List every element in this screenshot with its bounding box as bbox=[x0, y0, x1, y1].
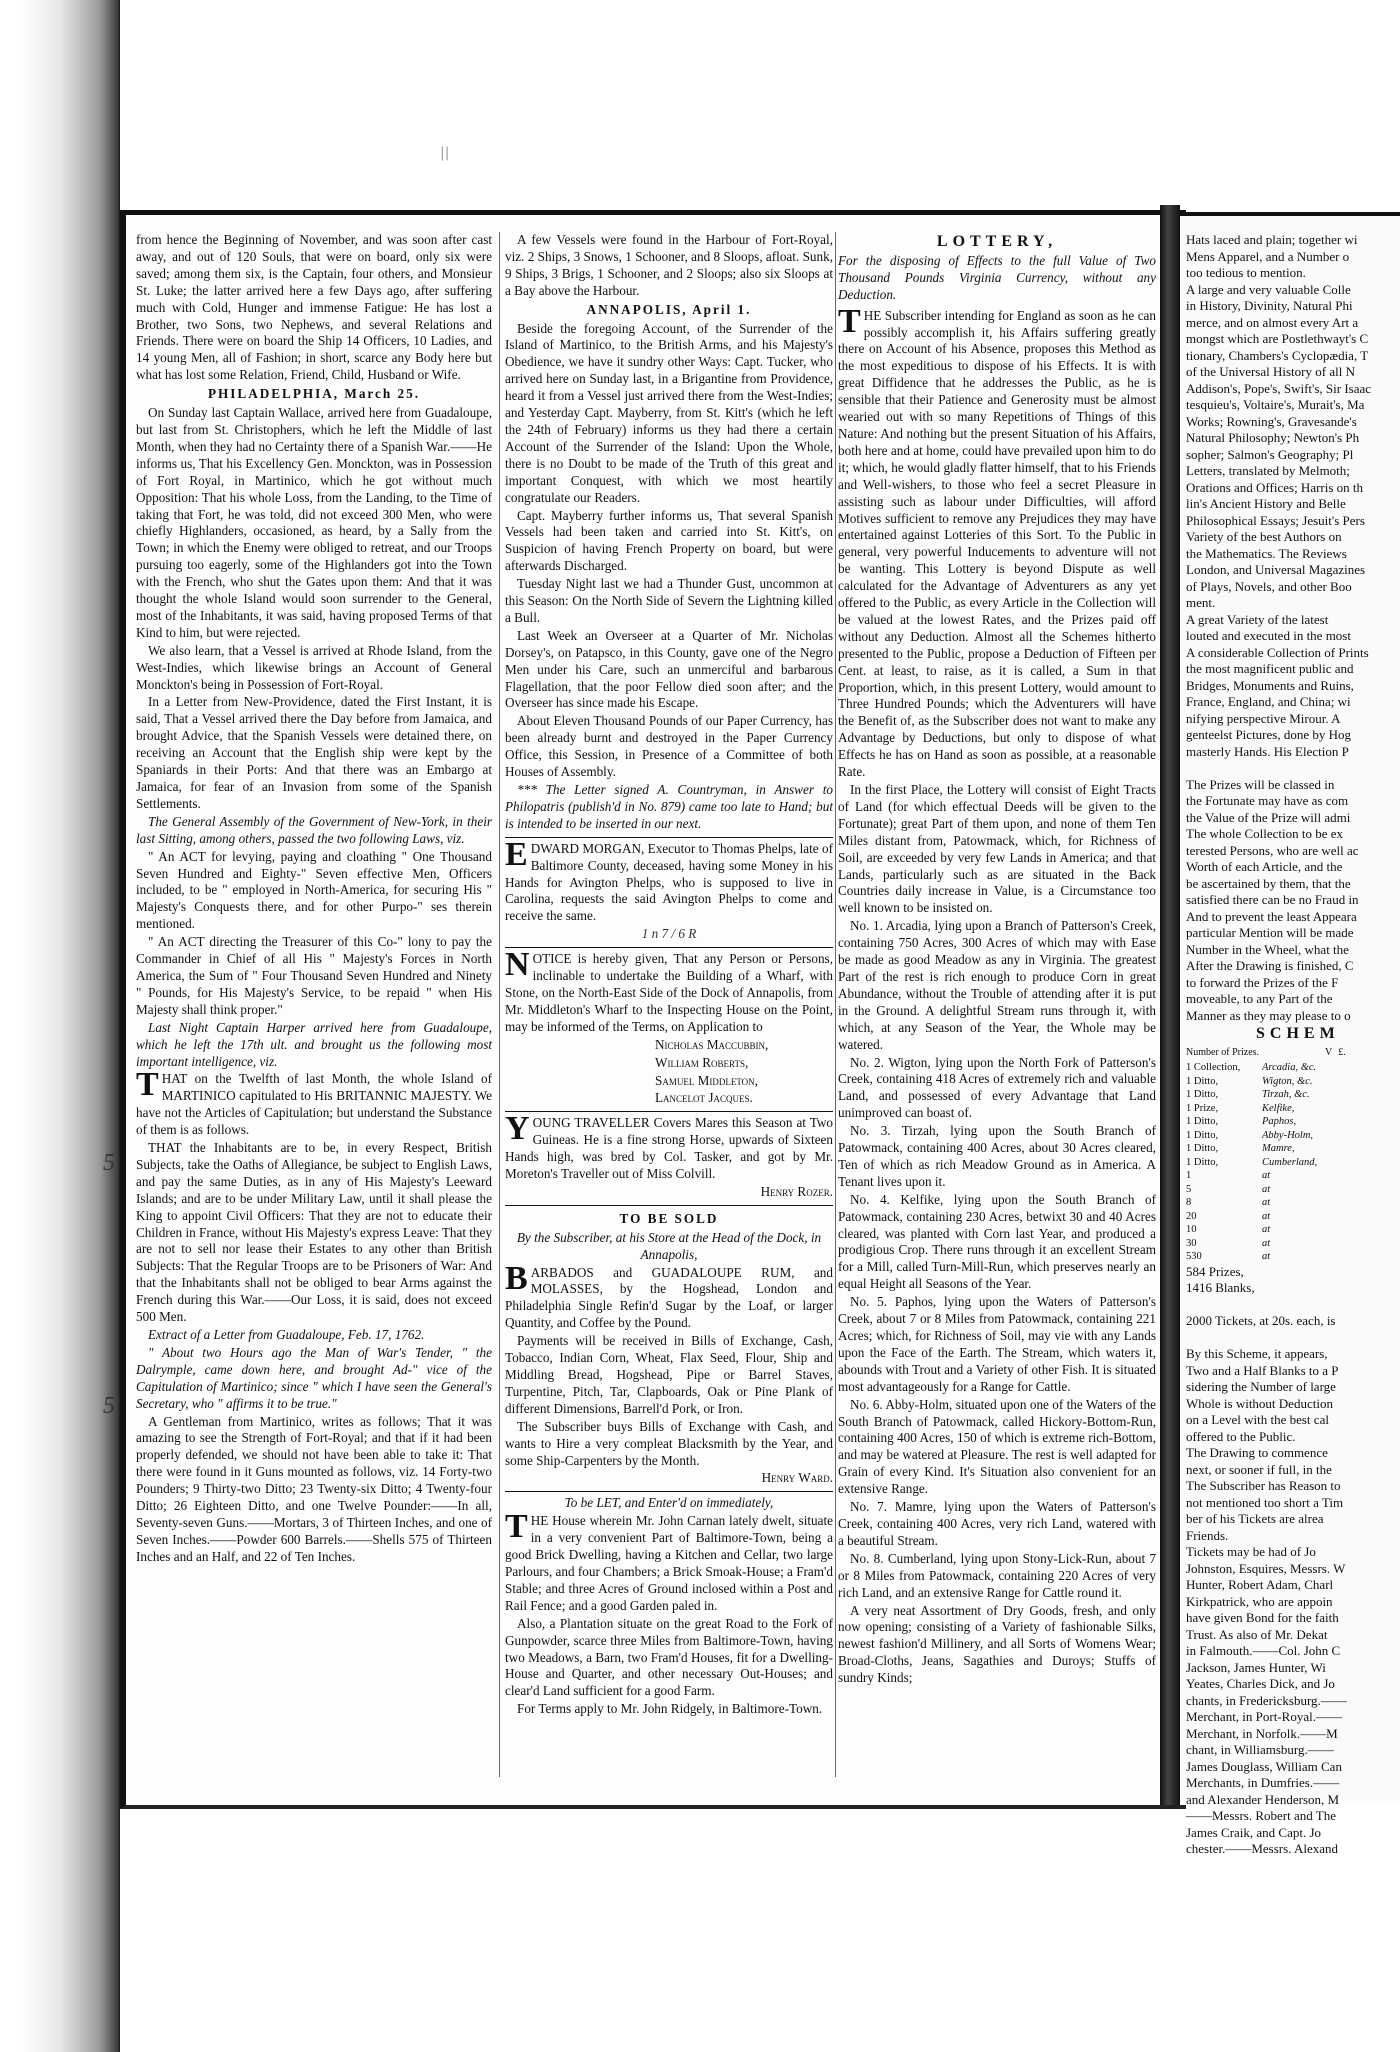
act-quote: " An ACT directing the Treasurer of this Co-" lony to pay the Commander in Chief of all His " Majesty's Forces in North America, the Sum of " Four Thousand Seven Hundred and Ninety " Pounds, for His Majesty's Service, to be repaid " when His Majesty shall think proper." bbox=[136, 934, 492, 1017]
signature: Henry Ward. bbox=[761, 1470, 833, 1486]
signatory: Samuel Middleton, bbox=[655, 1072, 758, 1088]
lottery-paragraph: THE Subscriber intending for England as soon as he can possibly accomplish it, his Affairs suffering greatly there on Account of his Absence, proposes this Method as the most expeditious to dispose of his Effects. It is with great Diffidence that he addresses the Public, as he is sensible that their Patience and Generosity must be almost wearied out with so many Repetitions of Things of this Nature: And nothing but the present Situation of his Affairs, both here and at home, could have prevailed upon him to do it; which, he would gladly flatter himself, that to his Friends and Well-wishers, to those who feel a secret Pleasure in assisting such as labour under Difficulties, will afford Motives sufficient to remove any Prejudices they may have entertained against Lotteries of this Sort. To the Public in general, very powerful Inducements to adventure will not be wanting. This Lottery is beyond Dispute as well calculated for the Advantage of Adventurers as any yet offered to the Public, as every Article in the Collection will be valued at the lowest Rates, and the Prizes paid off without any Deduction. Almost all the Schemes hitherto presented to the Public, propose a Deduction of Fifteen per Cent. at least, to raise, as it is called, a Sum in that Proportion, which, in this present Lottery, would amount to Three Hundred Pounds; which the Adventurers will have the Benefit of, as the Subscriber does not want to make any Advantage by Deductions, but only to dispose of what Effects he has on Hand as soon as possible, at a reasonable Rate. bbox=[838, 302, 1156, 780]
text-line: lin's Ancient History and Belle bbox=[1186, 496, 1346, 511]
news-paragraph: A Gentleman from Martinico, writes as follows; That it was amazing to see the Strength of Fort-Royal; and that if it had been properly defended, we should not have been able to take it: That there were found in it Guns mounted as follows, viz. 14 Forty-two Pounders; 9 Thirty-two Ditto; 23 Twenty-six Ditto; 4 Twenty-four Ditto; 26 Eighteen Ditto, and one Twelve Pounder:——In all, Seventy-seven Guns.——Mortars, 3 of Thirteen Inches, and one of Seven Inches.——Powder 600 Barrels.——Shells 575 of Thirteen Inches and an Half, and 22 of Ten Inches. bbox=[136, 1413, 492, 1564]
text-line: After the Drawing is finished, C bbox=[1186, 958, 1354, 973]
scheme-cell: 1 Prize, bbox=[1186, 1102, 1219, 1114]
text-line: tionary, Chambers's Cyclopædia, T bbox=[1186, 347, 1369, 363]
text-line: terested Persons, who are well ac bbox=[1186, 842, 1359, 858]
signatory: William Roberts, bbox=[655, 1054, 749, 1070]
scheme-cell: 20 bbox=[1186, 1210, 1197, 1222]
scheme-row bbox=[1186, 1237, 1400, 1251]
scheme-cell: at bbox=[1262, 1224, 1271, 1235]
text-line: Natural Philosophy; Newton's Ph bbox=[1186, 430, 1360, 445]
text-line: tesquieu's, Voltaire's, Murait's, Ma bbox=[1186, 397, 1365, 412]
text-line: ment. bbox=[1186, 595, 1216, 610]
text-line: the most magnificent public and bbox=[1186, 661, 1354, 676]
text-line: Whole is without Deduction bbox=[1186, 1395, 1333, 1411]
advertisement-to-be-sold bbox=[505, 1205, 833, 1488]
text-line: of Plays, Novels, and other Boo bbox=[1186, 578, 1352, 594]
scheme-cell: at bbox=[1262, 1183, 1271, 1195]
news-paragraph: A few Vessels were found in the Harbour of Fort-Royal, viz. 2 Ships, 3 Snows, 1 Schooner, and 8 Sloops, afloat. Sunk, 9 Ships, 3 Brigs, 1 Schooner, and 2 Sloops; also six Sloops at a Bay above the Harbour. bbox=[505, 232, 833, 298]
scheme-table bbox=[1186, 1061, 1400, 1264]
text-line: of the Universal History of all N bbox=[1186, 364, 1355, 379]
signatory: Lancelot Jacques. bbox=[655, 1090, 753, 1106]
news-paragraph: On Sunday last Captain Wallace, arrived here from Guadaloupe, but last from St. Christophers, which he left the Middle of last Month, when they had no Certainty there of a Spanish War.——He informs us, That his Excellency Gen. Monckton, was in Possession of Fort Royal, in Martinico, which he got without much Opposition: That his whole Loss, from the Landing, to the Time of taking that Fort, he was told, did not exceed 300 Men, who were chiefly Highlanders, occasioned, as heard, by a Sally from the Town; in which the Enemy were obliged to retreat, and our Troops pursuing too eagerly, some of the Highlanders got into the Town with the French, who shut the Gates upon them: And that it was thought the whole Island would soon surrender to the General, most of the Inhabitants, it was said, having proposed Terms of that Kind to him, but were rejected. bbox=[136, 405, 492, 640]
ad-text: The Subscriber buys Bills of Exchange with Cash, and wants to Hire a very compleat Blacksmith by the Year, and some Ship-Carpenters by the Month. bbox=[505, 1418, 833, 1468]
text-line: sopher; Salmon's Geography; Pl bbox=[1186, 446, 1354, 462]
lottery-paragraph: In the first Place, the Lottery will consist of Eight Tracts of Land (for which effectual Deeds will be given to the Fortunate); great Part of them upon, and none of them Ten Miles distant from, Patowmack, which, for Richness of Soil, are exceeded by very few Lands in America; and that Lands, particularly such as are situated in the Back Countries daily increase in Value, is a Circumstance too well known to be insisted on. bbox=[838, 782, 1156, 916]
scheme-row bbox=[1186, 1223, 1400, 1237]
text-line: chester.——Messrs. Alexand bbox=[1186, 1841, 1339, 1856]
ad-text: THE House wherein Mr. John Carnan lately dwelt, situate in a very convenient Part of Baltimore-Town, being a good Brick Dwelling, having a Kitchen and Cellar, two large Parlours, and four Chambers; a Brick Smoak-House; a Fram'd Stable; and three Acres of Ground inclosed within a Post and Rail Fence; and a good Garden paled in. bbox=[505, 1508, 833, 1613]
ad-subheading: By the Subscriber, at his Store at the Head of the Dock, in Annapolis, bbox=[516, 1229, 822, 1262]
lottery-title: LOTTERY, bbox=[936, 233, 1058, 250]
scheme-row bbox=[1186, 1169, 1400, 1183]
scheme-row bbox=[1186, 1115, 1400, 1129]
text-line: the Mathematics. The Reviews bbox=[1186, 545, 1347, 561]
text-line: Hats laced and plain; together wi bbox=[1186, 232, 1358, 247]
text-line: A great Variety of the latest bbox=[1186, 611, 1329, 627]
text-line: Friends. bbox=[1186, 1527, 1229, 1543]
text-line: A considerable Collection of Prints bbox=[1186, 644, 1369, 660]
scheme-cell: at bbox=[1262, 1210, 1271, 1222]
text-line: 2000 Tickets, at 20s. each, is bbox=[1186, 1313, 1336, 1328]
text-line: Trust. As also of Mr. Dekat bbox=[1186, 1626, 1328, 1642]
text-line: A large and very valuable Colle bbox=[1186, 281, 1351, 297]
text-line: James Craik, and Capt. Jo bbox=[1186, 1824, 1322, 1840]
scheme-cell: Abby-Holm, bbox=[1262, 1129, 1314, 1141]
scheme-cell: 1 bbox=[1186, 1170, 1192, 1181]
handwritten-note: 1 n 7 / 6 R bbox=[641, 926, 697, 942]
text-line: in History, Divinity, Natural Phi bbox=[1186, 298, 1353, 313]
scheme-row bbox=[1186, 1129, 1400, 1143]
text-line: satisfied there can be no Fraud in bbox=[1186, 892, 1359, 907]
news-paragraph: Last Night Captain Harper arrived here from Guadaloupe, which he left the 17th ult. and brought us the following most important intelligence, viz. bbox=[136, 1019, 492, 1069]
news-paragraph: In a Letter from New-Providence, dated the First Instant, it is said, That a Vessel arrived there the Day before from Jamaica, and brought Advice, that the Spanish Vessels were detained there, on receiving an Account that the English ship were kept by the Spaniards in their Ports: And that there was an Embargo at Jamaica, for fear of an Invasion from some of the Spanish Settlements. bbox=[136, 694, 492, 811]
scheme-title: SCHEM bbox=[1256, 1025, 1340, 1042]
scheme-cell: 1 Ditto, bbox=[1186, 1116, 1219, 1127]
advertisement-to-be-let bbox=[505, 1491, 833, 1718]
news-paragraph: Capt. Mayberry further informs us, That several Spanish Vessels had been taken and carried into St. Kitt's, on Suspicion of having French Property on board, but were afterwards Discharged. bbox=[505, 507, 833, 574]
assembly-heading: The General Assembly of the Government of New-York, in their last Sitting, among others, passed the two following Laws, viz. bbox=[136, 813, 492, 846]
text-line: particular Mention will be made bbox=[1186, 925, 1354, 940]
text-line: next, or sooner if full, in the bbox=[1186, 1461, 1332, 1477]
text-line: Merchants, in Dumfries.—— bbox=[1186, 1775, 1340, 1790]
scheme-cell: at bbox=[1262, 1237, 1271, 1249]
scheme-cell: Tirzah, &c. bbox=[1262, 1089, 1310, 1100]
scheme-cell: 1 Ditto, bbox=[1186, 1156, 1219, 1168]
act-quote: " An ACT for levying, paying and cloathing " One Thousand Seven Hundred and Eighty-" Seven effective Men, Officers included, to be " employed in North-America, for securing His " Majesty's Conquests there, and for other Purpo-" ses therein mentioned. bbox=[136, 848, 492, 932]
advertisement-wharf bbox=[505, 947, 833, 1107]
news-paragraph: from hence the Beginning of November, and was soon after cast away, and out of 120 Souls, that were on board, only six were saved; among them six, is the Captain, four others, and Monsieur St. Luke; the latter arrived here a few Days ago, after suffering much with Cold, Hunger and immense Fatigue: He has lost a Brother, two Sons, two Nephews, and several Relations and Friends. There were on board the Ship 14 Officers, 10 Ladies, and 14 young Men, all of Fashion; in short, scarce any Body here but what has lost some Relation, Friend, Child, Husband or Wife. bbox=[136, 232, 492, 383]
scheme-cell: Cumberland, bbox=[1262, 1156, 1318, 1168]
text-line: louted and executed in the most bbox=[1186, 628, 1351, 643]
scheme-row bbox=[1186, 1061, 1400, 1075]
signature: Henry Rozer. bbox=[760, 1183, 833, 1199]
letter-extract-heading: Extract of a Letter from Guadaloupe, Feb. 17, 1762. bbox=[148, 1327, 425, 1342]
text-line: Merchant, in Port-Royal.—— bbox=[1186, 1709, 1342, 1724]
lottery-tract: No. 4. Kelfike, lying upon the South Branch of Patowmack, containing 230 Acres, betwixt 30 and 40 Acres cleared, was planted with Corn last Year, and produced a prodigious Crop. There runs through it an excellent Stream for a Mill, called Turn-Mill-Run, which preserves nearly an equal Height all Seasons of the Year. bbox=[838, 1191, 1156, 1292]
scheme-row bbox=[1186, 1142, 1400, 1156]
advertisement-morgan bbox=[505, 837, 833, 943]
lottery-tract: No. 6. Abby-Holm, situated upon one of the Waters of the South Branch of Patowmack, called Hickory-Bottom-Run, containing 400 Acres, 150 of which is extreme rich-Bottom, and may be watered at Pleasure. The rest is well adapted for Grain of every Kind. It's Situation also convenient for an extensive Range. bbox=[838, 1396, 1156, 1497]
scheme-cell: Paphos, bbox=[1262, 1116, 1297, 1127]
scheme-cell: 1 Ditto, bbox=[1186, 1075, 1219, 1087]
column-2 bbox=[505, 232, 833, 1777]
lottery-paragraph: A very neat Assortment of Dry Goods, fresh, and only now opening; consisting of a Variety of fashionable Silks, newest fashion'd Millinery, and all Sorts of Womens Wear; Broad-Cloths, Jeans, Sagathies and Duroys; Stuffs of sundry Kinds; bbox=[838, 1602, 1156, 1686]
news-paragraph: Last Week an Overseer at a Quarter of Mr. Nicholas Dorsey's, on Patapsco, in this County, gave one of the Negro Men under his Care, such an unmerciful and barbarous Flagellation, that the poor Fellow died soon after; and the Overseer has since made his Escape. bbox=[505, 627, 833, 711]
text-line: Variety of the best Authors on bbox=[1186, 529, 1342, 544]
text-line bbox=[1186, 760, 1400, 777]
news-paragraph: Tuesday Night last we had a Thunder Gust, uncommon at this Season: On the North Side of Severn the Lightning killed a Bull. bbox=[505, 576, 833, 625]
scheme-cell: at bbox=[1262, 1197, 1271, 1208]
ad-text: YOUNG TRAVELLER Covers Mares this Season at Two Guineas. He is a fine strong Horse, upwards of Sixteen Hands high, was bred by Col. Tasker, and got by Mr. Moreton's Traveller out of Miss Colvill. bbox=[505, 1110, 833, 1182]
lottery-tract: No. 5. Paphos, lying upon the Waters of Patterson's Creek, about 7 or 8 Miles from Patowmack, containing 221 Acres; which, for Richness of Soil, may vie with any Lands upon the Face of the Earth. The Stream, which waters it, abounds with Trout and a Variety of other Fish. It is situated most advantageously for a Range for Cattle. bbox=[838, 1294, 1156, 1394]
text-line: James Douglass, William Can bbox=[1186, 1758, 1342, 1774]
text-line: and Alexander Henderson, M bbox=[1186, 1791, 1340, 1807]
text-line bbox=[1186, 1297, 1400, 1314]
text-line: Bridges, Monuments and Ruins, bbox=[1186, 677, 1354, 693]
text-line: sidering the Number of large bbox=[1186, 1379, 1336, 1394]
text-line: too tedious to mention. bbox=[1186, 265, 1306, 280]
margin-number-5a: 5 bbox=[103, 1150, 115, 1176]
lottery-tract: No. 7. Mamre, lying upon the Waters of Patterson's Creek, containing 400 Acres, very rich Land, watered with a beautiful Stream. bbox=[838, 1499, 1156, 1548]
scheme-header-cell: Number of Prizes. bbox=[1186, 1046, 1260, 1058]
scheme-row bbox=[1186, 1196, 1400, 1210]
text-line: mongst which are Postlethwayt's C bbox=[1186, 331, 1369, 346]
text-line: not mentioned too short a Tim bbox=[1186, 1494, 1344, 1510]
text-line: moveable, to any Part of the bbox=[1186, 991, 1333, 1006]
text-line: nifying perspective Mirour. A bbox=[1186, 710, 1341, 726]
news-paragraph: We also learn, that a Vessel is arrived at Rhode Island, from the West-Indies, which likewise brings an Account of General Monckton's being in Possession of Fort-Royal. bbox=[136, 642, 492, 692]
scheme-row bbox=[1186, 1183, 1400, 1197]
column-rule-1 bbox=[499, 232, 500, 1777]
ad-text: Also, a Plantation situate on the great Road to the Fork of Gunpowder, scarce three Miles from Baltimore-Town, having two Meadows, a Barn, two Fram'd Houses, fit for a Dwelling-House and Quarter, and other necessary Out-Houses; and clear'd Land sufficient for a good Farm. bbox=[505, 1615, 833, 1699]
scheme-row bbox=[1186, 1210, 1400, 1224]
ad-heading: TO BE SOLD bbox=[619, 1210, 719, 1226]
scheme-cell: 1 Ditto, bbox=[1186, 1129, 1219, 1141]
text-line: Number in the Wheel, what the bbox=[1186, 941, 1349, 957]
scheme-row bbox=[1186, 1075, 1400, 1089]
text-line: ber of his Tickets are alrea bbox=[1186, 1511, 1324, 1526]
scheme-row bbox=[1186, 1250, 1400, 1264]
top-margin-mark: || bbox=[440, 145, 450, 161]
text-line: to forward the Prizes of the F bbox=[1186, 974, 1339, 990]
ad-text: EDWARD MORGAN, Executor to Thomas Phelps, late of Baltimore County, deceased, having some Money in his Hands for Avington Phelps, who is supposed to live in Carolina, requests the said Avington Phelps to come and receive the same. bbox=[505, 835, 833, 924]
scheme-cell: 5 bbox=[1186, 1183, 1192, 1195]
text-line: Jackson, James Hunter, Wi bbox=[1186, 1659, 1326, 1675]
ad-text: Payments will be received in Bills of Exchange, Cash, Tobacco, Indian Corn, Wheat, Flax Seed, Flour, Ship and Middling Bread, Hogshead, Pipe or Barrel Staves, Turpentine, Pitch, Tar, Clapboards, Oak or Pine Plank of different Dimensions, Barrell'd Pork, or Iron. bbox=[505, 1333, 833, 1416]
text-line: Worth of each Article, and the bbox=[1186, 859, 1343, 874]
column-rule-2 bbox=[835, 232, 836, 1777]
text-line: 1416 Blanks, bbox=[1186, 1280, 1255, 1295]
text-line: Manner as they may please to o bbox=[1186, 1007, 1351, 1023]
text-line: 584 Prizes, bbox=[1186, 1263, 1244, 1279]
ad-text: BARBADOS and GUADALOUPE RUM, and MOLASSES, by the Hogshead, London and Philadelphia Single Refin'd Sugar by the Loaf, or larger Quantity, and Coffee by the Pound. bbox=[505, 1259, 833, 1331]
text-line: chants, in Fredericksburg.—— bbox=[1186, 1692, 1347, 1708]
scheme-cell: at bbox=[1262, 1170, 1271, 1181]
margin-number-5b: 5 bbox=[103, 1393, 115, 1419]
text-line: in Falmouth.——Col. John C bbox=[1186, 1643, 1341, 1658]
text-line: genteelst Pictures, done by Hog bbox=[1186, 727, 1351, 742]
text-line: Merchant, in Norfolk.——M bbox=[1186, 1725, 1338, 1741]
column-4-lines bbox=[1186, 232, 1400, 1024]
text-line: Two and a Half Blanks to a P bbox=[1186, 1362, 1339, 1378]
text-line: Yeates, Charles Dick, and Jo bbox=[1186, 1676, 1335, 1691]
text-line: Mens Apparel, and a Number o bbox=[1186, 248, 1350, 264]
dateline-philadelphia: PHILADELPHIA, March 25. bbox=[207, 386, 421, 402]
text-line: By this Scheme, it appears, bbox=[1186, 1346, 1328, 1361]
letter-extract: " About two Hours ago the Man of War's Tender, " the Dalrymple, came down here, and brought Ad-" vice of the Capitulation of Martinico; since " which I have seen the General's Secretary, who " affirms it to be true." bbox=[136, 1344, 492, 1411]
news-paragraph: Beside the foregoing Account, of the Surrender of the Island of Martinico, to the British Arms, and his Majesty's Obedience, we have it sundry other Ways: Capt. Tucker, who arrived here on Sunday last, in a Brigantine from Providence, heard it from a Vessel just arrived there from the West-Indies; and Yesterday Capt. Mayberry, from St. Kitt's (which he left the 24th of February) informs us they had there a certain Account of the Surrender of the Island: Upon the Whole, there is no Doubt to be made of the Truth of this great and important Conquest, with which we most heartily congratulate our Readers. bbox=[505, 320, 833, 505]
text-line bbox=[1186, 1330, 1400, 1347]
text-line: Addison's, Pope's, Swift's, Sir Isaac bbox=[1186, 380, 1372, 396]
scheme-header-cell: £. bbox=[1338, 1046, 1346, 1058]
column-4-partial bbox=[1186, 232, 1400, 1856]
text-line: Philosophical Essays; Jesuit's Pers bbox=[1186, 512, 1365, 528]
scheme-cell: 8 bbox=[1186, 1197, 1192, 1208]
scheme-row bbox=[1186, 1156, 1400, 1170]
text-line: the Fortunate may have as com bbox=[1186, 793, 1349, 808]
text-line: Works; Rowning's, Gravesande's bbox=[1186, 413, 1357, 429]
book-binding bbox=[0, 0, 120, 2052]
scheme-cell: 1 Ditto, bbox=[1186, 1143, 1219, 1154]
page-gutter bbox=[1160, 205, 1180, 1805]
advertisement-young-traveller bbox=[505, 1111, 833, 1201]
scheme-cell: 30 bbox=[1186, 1237, 1197, 1249]
lottery-tract: No. 3. Tirzah, lying upon the South Branch of Patowmack, containing 400 Acres, about 30 Acres cleared, Ten of which as rich Meadow Ground as in America. A Tenant lives upon it. bbox=[838, 1123, 1156, 1189]
scheme-cell: Arcadia, &c. bbox=[1262, 1062, 1317, 1073]
editor-note: *** The Letter signed A. Countryman, in Answer to Philopatris (publish'd in No. 879) came too late to Hand; but is intended to be inserted in our next. bbox=[505, 782, 833, 831]
lottery-tract: No. 8. Cumberland, lying upon Stony-Lick-Run, about 7 or 8 Miles from Patowmack, containing 220 Acres of very rich Land, and an extensive Range for Cattle round it. bbox=[838, 1550, 1156, 1600]
scheme-cell: 1 Collection, bbox=[1186, 1062, 1241, 1073]
text-line: the Value of the Prize will admi bbox=[1186, 809, 1351, 825]
martinico-announcement: THAT on the Twelfth of last Month, the whole Island of MARTINICO capitulated to His BRITANNIC MAJESTY. We have not the Articles of Capitulation; but understand the Substance of them is as follows. bbox=[136, 1066, 492, 1138]
lottery-tract: No. 1. Arcadia, lying upon a Branch of Patterson's Creek, containing 750 Acres, 300 Acres of which may with Ease be made as good Meadow as any in Virginia. The greatest Part of the rest is rich enough to produce Corn in great Abundance, without the Trouble of attending after it is put in the Ground. A delightful Stream runs through it, with which, at any Season of the Year, the Whole may be watered. bbox=[838, 918, 1156, 1052]
text-line: Johnston, Esquires, Messrs. W bbox=[1186, 1560, 1346, 1576]
news-paragraph: About Eleven Thousand Pounds of our Paper Currency, has been already burnt and destroyed in the Paper Currency Office, this Session, in Presence of a Committee of both Houses of Assembly. bbox=[505, 713, 833, 780]
lottery-subtitle: For the disposing of Effects to the full Value of Two Thousand Pounds Virginia Currency, without any Deduction. bbox=[838, 252, 1156, 302]
ad-text: NOTICE is hereby given, That any Person or Persons, inclinable to undertake the Building of a Wharf, with Stone, on the North-East Side of the Dock of Annapolis, from Mr. Middleton's Wharf to the Inspecting House on the Point, may be informed of the Terms, on Application to bbox=[505, 946, 833, 1034]
scheme-cell: 530 bbox=[1186, 1251, 1202, 1262]
text-line: Hunter, Robert Adam, Charl bbox=[1186, 1577, 1334, 1592]
text-line: Letters, translated by Melmoth; bbox=[1186, 463, 1350, 478]
scheme-header bbox=[1186, 1045, 1400, 1062]
column-1 bbox=[136, 232, 492, 1777]
text-line: ——Messrs. Robert and The bbox=[1186, 1808, 1336, 1823]
scheme-row bbox=[1186, 1088, 1400, 1102]
ad-heading: To be LET, and Enter'd on immediately, bbox=[564, 1495, 774, 1511]
text-line: The whole Collection to be ex bbox=[1186, 826, 1344, 841]
scheme-header-cell: V bbox=[1325, 1046, 1333, 1058]
scheme-cell: 1 Ditto, bbox=[1186, 1089, 1219, 1100]
column-3 bbox=[838, 232, 1156, 1777]
news-paragraph: THAT the Inhabitants are to be, in every Respect, British Subjects, take the Oaths of Allegiance, be subject to English Laws, and pay the same Duties, as in any of His Majesty's Leeward Islands; and are to be under Military Law, until it shall please the King to appoint Civil Officers: That they are not to educate their Children in France, without His Majesty's express Leave: That they are not to sell nor lease their Estates to any other than British Subjects: That the Regular Troops are to be Prisoners of War: And that the Inhabitants shall not be obliged to bear Arms against the French during this War.——Our Loss, it is said, does not exceed 500 Men. bbox=[136, 1140, 492, 1325]
scheme-row bbox=[1186, 1102, 1400, 1116]
text-line: The Subscriber has Reason to bbox=[1186, 1478, 1341, 1493]
text-line: London, and Universal Magazines bbox=[1186, 562, 1366, 577]
text-line: France, England, and China; wi bbox=[1186, 694, 1351, 709]
text-line: Orations and Offices; Harris on th bbox=[1186, 479, 1364, 495]
text-line: chant, in Williamsburg.—— bbox=[1186, 1742, 1334, 1757]
text-line: The Prizes will be classed in bbox=[1186, 776, 1335, 792]
dateline-annapolis: ANNAPOLIS, April 1. bbox=[586, 301, 752, 317]
text-line: Kirkpatrick, who are appoin bbox=[1186, 1593, 1333, 1609]
lottery-tract: No. 2. Wigton, lying upon the North Fork of Patterson's Creek, containing 418 Acres of extremely rich and valuable Land, and possessed of every Advantage that Land unimproved can boast of. bbox=[838, 1054, 1156, 1121]
scheme-cell: Kelfike, bbox=[1262, 1102, 1295, 1114]
text-line: The Drawing to commence bbox=[1186, 1445, 1328, 1460]
text-line: And to prevent the least Appeara bbox=[1186, 908, 1357, 924]
text-line: masterly Hands. His Election P bbox=[1186, 743, 1349, 759]
ad-text: For Terms apply to Mr. John Ridgely, in Baltimore-Town. bbox=[517, 1701, 823, 1717]
scheme-cell: Wigton, &c. bbox=[1262, 1075, 1313, 1087]
text-line: have given Bond for the faith bbox=[1186, 1610, 1339, 1625]
scheme-cell: at bbox=[1262, 1251, 1271, 1262]
signatory: Nicholas Maccubbin, bbox=[655, 1036, 769, 1052]
column-4-lines-2 bbox=[1186, 1264, 1400, 1858]
scheme-cell: Mamre, bbox=[1262, 1143, 1295, 1154]
text-line: Tickets may be had of Jo bbox=[1186, 1544, 1316, 1559]
scheme-cell: 10 bbox=[1186, 1224, 1197, 1235]
text-line: offered to the Public. bbox=[1186, 1428, 1296, 1444]
text-line: on a Level with the best cal bbox=[1186, 1412, 1329, 1427]
text-line: be ascertained by them, that the bbox=[1186, 875, 1351, 891]
text-line: merce, and on almost every Art a bbox=[1186, 314, 1359, 330]
